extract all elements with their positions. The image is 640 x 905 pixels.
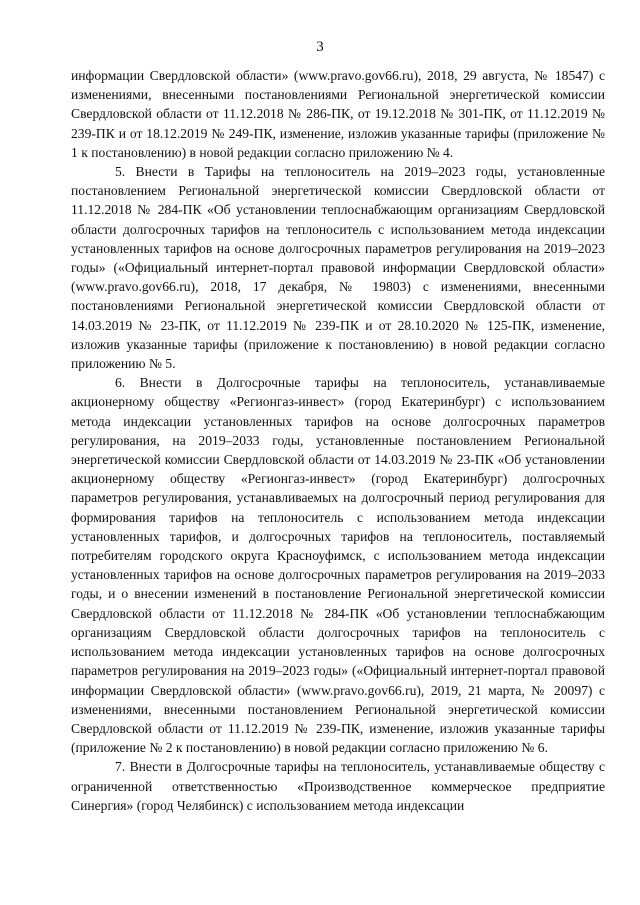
paragraph-continuation: информации Свердловской области» (www.pravo.gov66.ru), 2018, 29 августа, № 18547) с изменениями, внесенными постановлениями Региональной энергетической комиссии Свердловской области от 11.12.2018 № 286-ПК, от 19.12.2018 № 301-ПК, от 11.12.2019 № 239-ПК и от 18.12.2019 № 249-ПК, изменение, изложив указанные тарифы (приложение № 1 к постановлению) в новой редакции согласно приложению № 4. [71,68,605,160]
document-body [71,66,605,815]
paragraph-item-7: 7. Внести в Долгосрочные тарифы на теплоноситель, устанавливаемые обществу с ограниченной ответственностью «Производственное коммерческое предприятие Синергия» (город Челябинск) с использованием метода индексации [71,759,605,813]
page-number: 3 [316,39,324,55]
paragraph-item-5: 5. Внести в Тарифы на теплоноситель на 2019–2023 годы, установленные постановлением Региональной энергетической комиссии Свердловской области от 11.12.2018 № 284-ПК «Об установлении теплоснабжающим организациям Свердловской области долгосрочных тарифов на теплоноситель с использованием метода индексации установленных тарифов на основе долгосрочных параметров регулирования на 2019–2023 годы» («Официальный интернет-портал правовой информации Свердловской области» (www.pravo.gov66.ru), 2018, 17 декабря, № 19803) с изменениями, внесенными постановлениями Региональной энергетической комиссии Свердловской области от 14.03.2019 № 23-ПК, от 11.12.2019 № 239-ПК и от 28.10.2020 № 125-ПК, изменение, изложив указанные тарифы (приложение к постановлению) в новой редакции согласно приложению № 5. [71,164,605,372]
paragraph-item-6: 6. Внести в Долгосрочные тарифы на теплоноситель, устанавливаемые акционерному обществу «Регионгаз-инвест» (город Екатеринбург) с использованием метода индексации установленных тарифов на основе долгосрочных параметров регулирования, на 2019–2033 годы, установленные постановлением Региональной энергетической комиссии Свердловской области от 14.03.2019 № 23-ПК «Об установлении акционерному обществу «Регионгаз-инвест» (город Екатеринбург) долгосрочных параметров регулирования, устанавливаемых на долгосрочный период регулирования для формирования тарифов на теплоноситель с использованием метода индексации установленных тарифов, и долгосрочных тарифов на теплоноситель, поставляемый потребителям городского округа Красноуфимск, с использованием метода индексации установленных тарифов на основе долгосрочных параметров регулирования на 2019–2033 годы, и о внесении изменений в постановление Региональной энергетической комиссии Свердловской области от 11.12.2018 № 284-ПК «Об установлении теплоснабжающим организациям Свердловской области долгосрочных тарифов на теплоноситель с использованием метода индексации установленных тарифов на основе долгосрочных параметров регулирования на 2019–2023 годы» («Официальный интернет-портал правовой информации Свердловской области» (www.pravo.gov66.ru), 2019, 21 марта, № 20097) с изменениями, внесенными постановлением Региональной энергетической комиссии Свердловской области от 11.12.2019 № 239-ПК, изменение, изложив указанные тарифы (приложение № 2 к постановлению) в новой редакции согласно приложению № 6. [71,375,605,756]
